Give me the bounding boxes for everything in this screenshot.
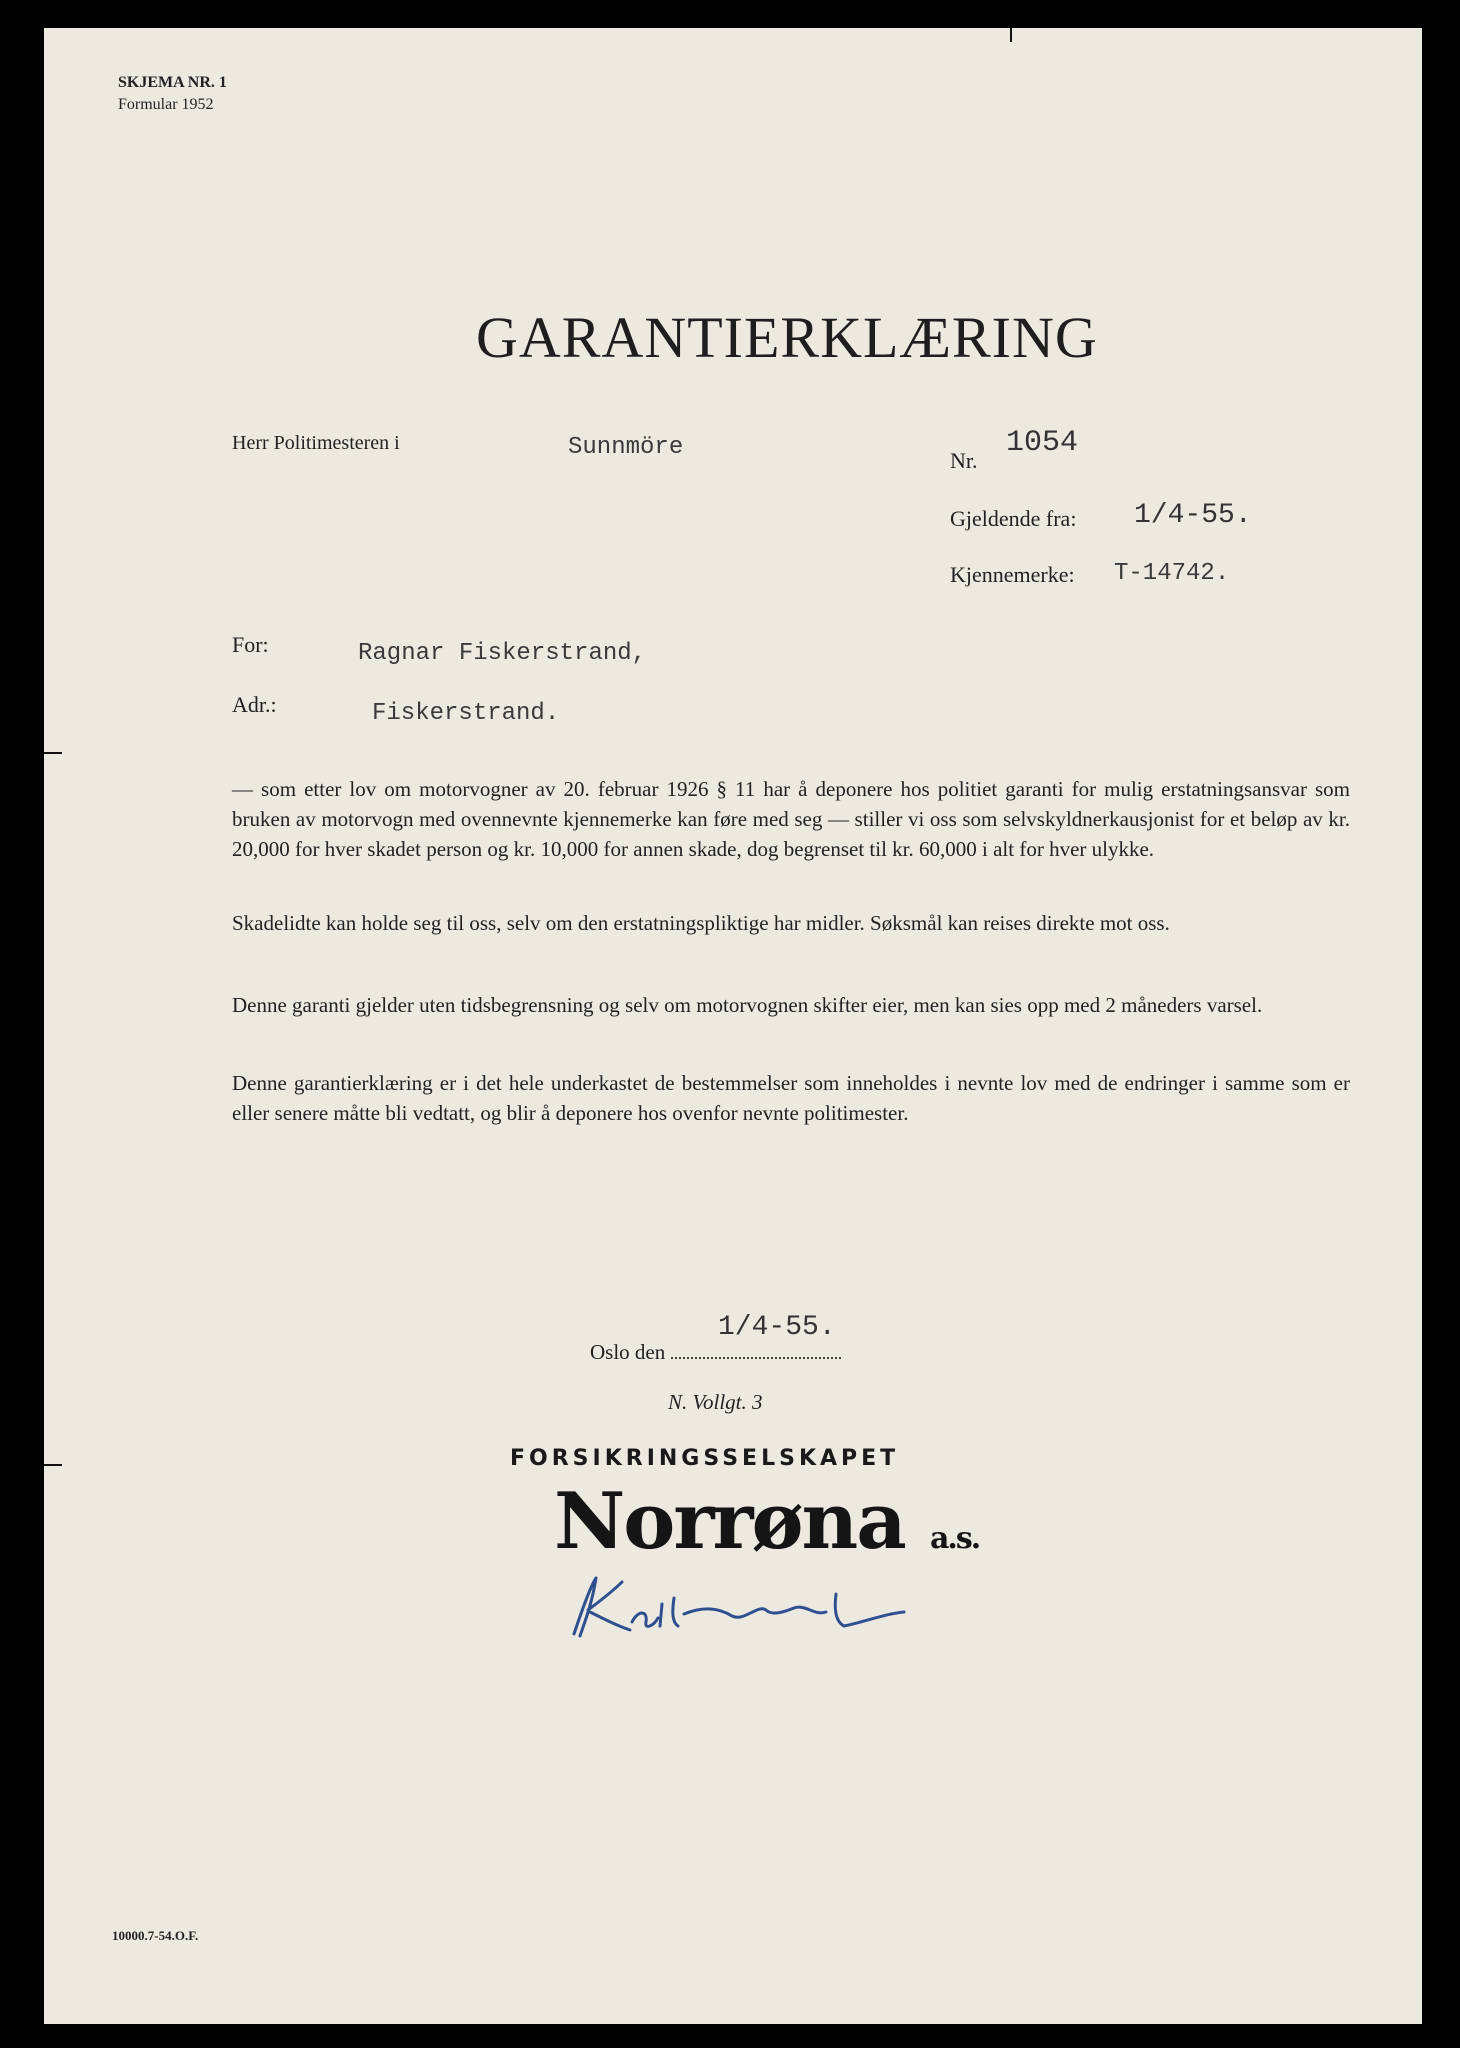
valid-from-label: Gjeldende fra:	[950, 506, 1077, 531]
place-date-label: Oslo den	[590, 1340, 666, 1364]
registration-label: Kjennemerke:	[950, 562, 1075, 587]
registration-value: T-14742.	[1114, 560, 1230, 587]
body-paragraph-1	[232, 774, 1350, 864]
margin-mark	[44, 752, 62, 754]
for-value: Ragnar Fiskerstrand,	[358, 640, 647, 667]
place-date-value: 1/4-55.	[718, 1312, 836, 1343]
company-label: FORSIKRINGSSELSKAPET	[510, 1446, 900, 1471]
paragraph-text: Denne garanti gjelder uten tidsbegrensning og selv om motorvognen skifter eier, men kan sies opp med 2 måneders varsel.	[232, 993, 1263, 1017]
signature	[544, 1564, 964, 1654]
paragraph-text: Skadelidte kan holde seg til oss, selv om den erstatningspliktige har midler. Søksmål kan reises direkte mot oss.	[232, 911, 1170, 935]
form-code	[118, 72, 227, 116]
margin-mark	[44, 1464, 62, 1466]
form-number: SKJEMA NR. 1	[118, 74, 227, 91]
address-value: Fiskerstrand.	[372, 700, 560, 727]
number-label: Nr.	[950, 448, 978, 473]
body-paragraph-4	[232, 1068, 1350, 1128]
street-address: N. Vollgt. 3	[668, 1390, 763, 1414]
recipient-value: Sunnmöre	[568, 434, 684, 461]
place-date	[590, 1340, 841, 1365]
valid-from-value: 1/4-55.	[1134, 500, 1252, 531]
form-year: Formular 1952	[118, 96, 214, 113]
company-name: Norrøna	[554, 1476, 905, 1567]
margin-mark	[1010, 28, 1012, 42]
body-paragraph-2	[232, 908, 1350, 938]
print-code: 10000.7-54.O.F.	[112, 1928, 199, 1943]
address-label: Adr.:	[232, 692, 277, 717]
recipient-label: Herr Politimesteren i	[232, 432, 400, 454]
paragraph-text: — som etter lov om motorvogner av 20. februar 1926 § 11 har å deponere hos politiet garanti for mulig erstatningsansvar som bruken av motorvogn med ovennevnte kjennemerke kan føre med seg — stiller vi oss som selvskyldnerkausjonist for et beløp av kr. 20,000 for hver skadet person og kr. 10,000 for annen skade, dog begrenset til kr. 60,000 i alt for hver ulykke.	[232, 777, 1350, 861]
dotted-line	[671, 1353, 841, 1359]
number-value: 1054	[1006, 426, 1079, 460]
page-title: GARANTIERKLÆRING	[476, 305, 1098, 370]
for-label: For:	[232, 632, 269, 657]
company-suffix: a.s.	[929, 1521, 980, 1556]
paragraph-text: Denne garantierklæring er i det hele underkastet de bestemmelser som inneholdes i nevnte lov med de endringer i samme som er eller senere måtte bli vedtatt, og blir å deponere hos ovenfor nevnte politimester.	[232, 1071, 1350, 1125]
company-logo	[554, 1476, 979, 1567]
document-page	[44, 28, 1422, 2024]
body-paragraph-3	[232, 990, 1350, 1020]
